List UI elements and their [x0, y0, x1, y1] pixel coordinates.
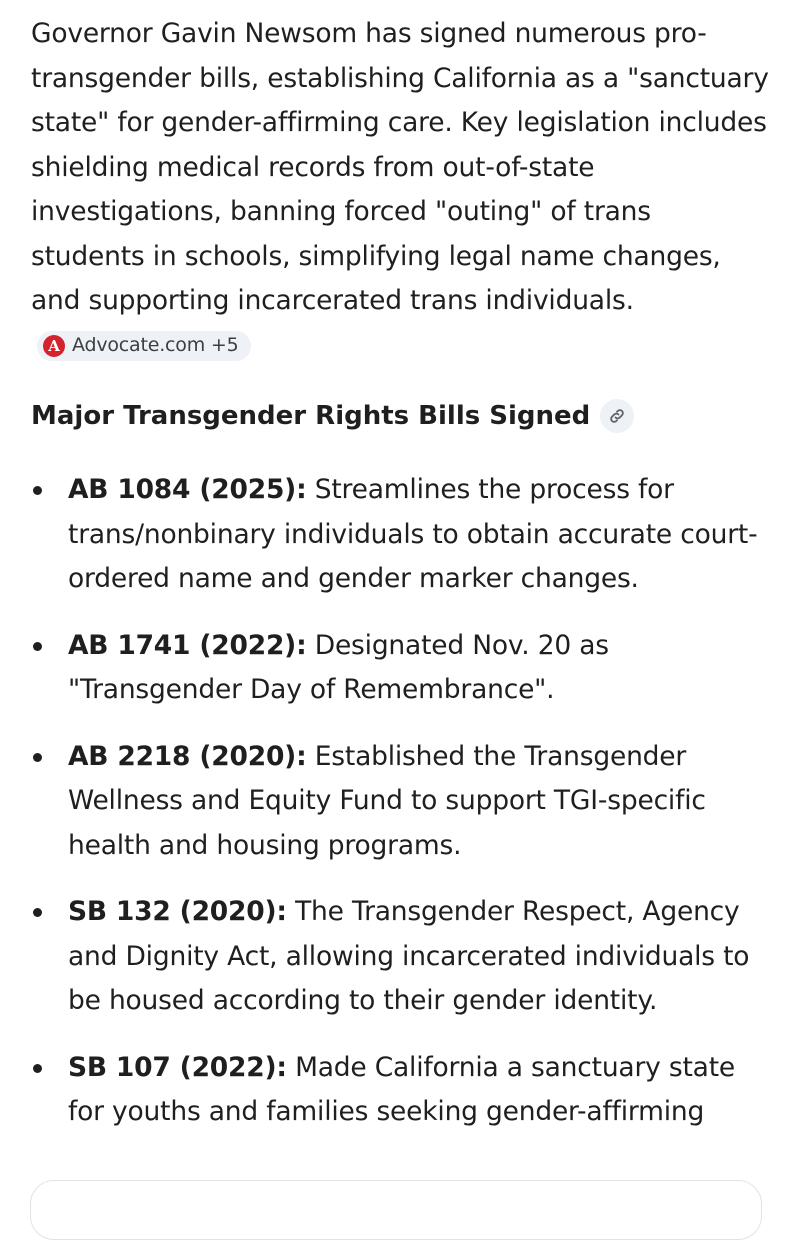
bill-description: Designated Nov. 20 as "Transgender Day of Remembrance". [68, 629, 609, 705]
bullet-icon [33, 753, 42, 762]
bill-id: AB 1084 (2025): [68, 474, 307, 505]
list-item [31, 890, 771, 1024]
intro-paragraph [31, 12, 771, 368]
bullet-icon [33, 908, 42, 917]
bullet-icon [33, 642, 42, 651]
source-chip[interactable] [37, 331, 251, 361]
list-item [31, 468, 771, 602]
bill-description: Made California a sanctuary state for youths and families seeking gender-affirming [68, 1051, 736, 1127]
list-item [31, 624, 771, 713]
heading-link-button[interactable] [600, 399, 634, 433]
source-chip-label: Advocate.com +5 [72, 334, 239, 357]
bill-id: AB 2218 (2020): [68, 740, 307, 772]
advocate-logo-icon: A [43, 335, 65, 357]
bill-id: SB 132 (2020): [68, 896, 287, 927]
follow-up-card[interactable] [30, 1180, 762, 1240]
bills-list [31, 468, 771, 1135]
ai-answer-content [31, 12, 771, 1157]
section-heading [31, 398, 771, 434]
bill-description: Streamlines the process for trans/nonbinary individuals to obtain accurate court-ordered name and gender marker changes. [68, 474, 758, 594]
bullet-icon [33, 486, 42, 495]
list-item [31, 735, 771, 869]
intro-text: Governor Gavin Newsom has signed numerous pro-transgender bills, establishing California as a "sanctuary state" for gender-affirming care. Key legislation includes shielding medical records from out-of-state investigations, banning forced "outing" of trans students in schools, simplifying legal name changes, and supporting incarcerated trans individuals. [31, 18, 769, 316]
section-heading-text: Major Transgender Rights Bills Signed [31, 401, 591, 431]
link-icon [608, 407, 626, 425]
list-item [31, 1046, 771, 1135]
bill-description: The Transgender Respect, Agency and Dignity Act, allowing incarcerated individuals to be housed according to their gender identity. [68, 896, 750, 1016]
bill-id: SB 107 (2022): [68, 1051, 287, 1083]
bullet-icon [33, 1064, 42, 1073]
bill-description: Established the Transgender Wellness and Equity Fund to support TGI-specific health and housing programs. [68, 740, 706, 861]
bill-id: AB 1741 (2022): [68, 629, 307, 661]
